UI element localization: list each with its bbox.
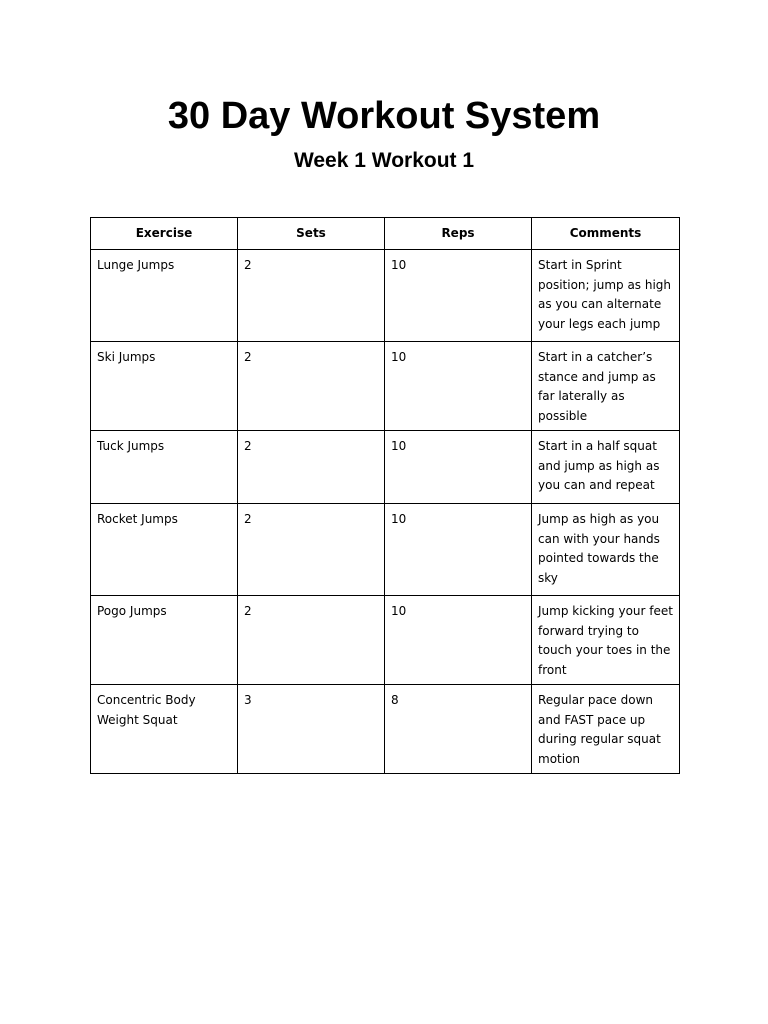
comments-cell: Jump kicking your feet forward trying to touch your toes in the front — [532, 596, 680, 685]
workout-table — [90, 217, 680, 774]
sets-cell: 2 — [238, 504, 385, 596]
comments-cell: Start in Sprint position; jump as high as you can alternate your legs each jump — [532, 250, 680, 342]
exercise-cell: Rocket Jumps — [91, 504, 238, 596]
exercise-cell: Tuck Jumps — [91, 431, 238, 504]
sets-cell: 2 — [238, 431, 385, 504]
sets-cell: 2 — [238, 250, 385, 342]
sets-cell: 3 — [238, 685, 385, 774]
table-row — [91, 431, 680, 504]
comments-cell: Regular pace down and FAST pace up during regular squat motion — [532, 685, 680, 774]
header-reps: Reps — [385, 218, 532, 250]
reps-cell: 10 — [385, 504, 532, 596]
table-row — [91, 504, 680, 596]
page-subtitle: Week 1 Workout 1 — [293, 149, 475, 172]
reps-cell: 10 — [385, 342, 532, 431]
exercise-cell: Pogo Jumps — [91, 596, 238, 685]
table-row — [91, 596, 680, 685]
comments-cell: Jump as high as you can with your hands pointed towards the sky — [532, 504, 680, 596]
reps-cell: 10 — [385, 431, 532, 504]
table-row — [91, 250, 680, 342]
header-exercise: Exercise — [91, 218, 238, 250]
exercise-cell: Lunge Jumps — [91, 250, 238, 342]
comments-cell: Start in a catcher’s stance and jump as far laterally as possible — [532, 342, 680, 431]
reps-cell: 8 — [385, 685, 532, 774]
reps-cell: 10 — [385, 596, 532, 685]
header-sets: Sets — [238, 218, 385, 250]
sets-cell: 2 — [238, 596, 385, 685]
exercise-cell: Concentric Body Weight Squat — [91, 685, 238, 774]
table-header-row — [91, 218, 680, 250]
reps-cell: 10 — [385, 250, 532, 342]
header-comments: Comments — [532, 218, 680, 250]
table-row — [91, 342, 680, 431]
page-title: 30 Day Workout System — [167, 95, 601, 137]
sets-cell: 2 — [238, 342, 385, 431]
exercise-cell: Ski Jumps — [91, 342, 238, 431]
table-row — [91, 685, 680, 774]
comments-cell: Start in a half squat and jump as high as you can and repeat — [532, 431, 680, 504]
